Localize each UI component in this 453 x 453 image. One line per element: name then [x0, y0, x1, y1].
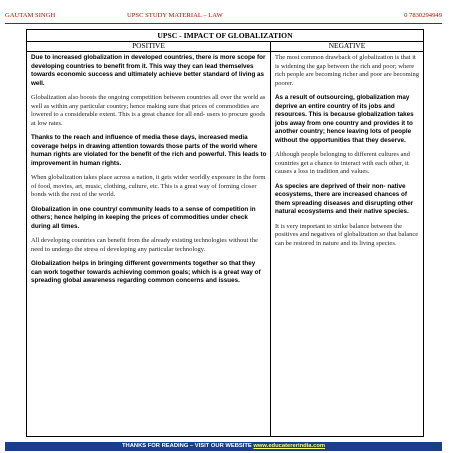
positive-column-header: POSITIVE [27, 41, 270, 52]
positive-point: Globalization helps in bringing different governments together so that they can work together towards achieving common goals; which is a great way of spreading global awareness regarding common concerns and issues. [31, 260, 261, 284]
page-header [5, 12, 442, 22]
negative-point: The most common drawback of globalization is that it is widening the gap between the rich and poor; where rich people are becoming richer and poor are becoming poorer. [275, 54, 420, 87]
header-author: GAUTAM SINGH [5, 12, 56, 19]
negative-point: As species are deprived of their non- native ecosystems, there are increased chances of them spreading diseases and disrupting other natural ecosystems and their native species. [275, 182, 414, 215]
negative-column [275, 54, 421, 254]
positive-point: Globalization in one country/ community leads to a sense of competition in others; hence helping in keeping the prices of commodities under check during all times. [31, 205, 256, 230]
negative-point: Although people belonging to different cultures and countries get a chance to interact with each other, it causes a loss in tradition and values. [275, 151, 410, 175]
positive-point: Globalization also boosts the ongoing competition between countries all over the world as well as within any particular country; hence making sure that prices of commodities are lowered to a considerable extent. This is a great chance for all end- users to procure goods at low rates. [31, 94, 266, 127]
website-link[interactable]: www.educatererindia.com [253, 443, 326, 449]
header-rule [5, 23, 442, 24]
header-subject: UPSC STUDY MATERIAL – LAW [127, 12, 223, 19]
negative-point: It is very important to strike balance between the positives and negatives of globalization so that balance can be restored in nature and its living species. [275, 222, 419, 247]
positive-column [31, 54, 267, 292]
positive-point: Thanks to the reach and influence of media these days, increased media coverage helps in drawing attention towards those parts of the world where human rights are violated for the benefit of the rich and powerful. This leads to improvement in human rights. [31, 134, 267, 167]
footer-bar [5, 442, 442, 451]
header-phone: 0 7830294949 [404, 12, 442, 19]
positive-point: Due to increased globalization in developed countries, there is more scope for developing countries to benefit from it. This way they can lead themselves towards economic success and ultimately achieve better standard of living as well. [31, 54, 266, 87]
negative-point: As a result of outsourcing, globalization may deprive an entire country of its jobs and resources. This is because globalization takes jobs away from one country and provides it to another country; hence leaving lots of people without the opportunities that they deserve. [275, 94, 414, 144]
column-divider [270, 41, 271, 437]
table-title: UPSC - IMPACT OF GLOBALIZATION [27, 30, 423, 42]
positive-point: When globalization takes place across a nation, it gets wider worldly exposure in the form of food, movies, art, music, clothing, culture, etc. This is a great way of forming closer bonds with the rest of the world. [31, 174, 266, 198]
positive-point: All developing countries can benefit from the already existing technologies without the need to undergo the stress of developing any particular technology. [31, 237, 258, 253]
comparison-table [26, 29, 424, 437]
footer-text: THANKS FOR READING – VISIT OUR WEBSITE [121, 443, 254, 449]
negative-column-header: NEGATIVE [271, 41, 423, 52]
